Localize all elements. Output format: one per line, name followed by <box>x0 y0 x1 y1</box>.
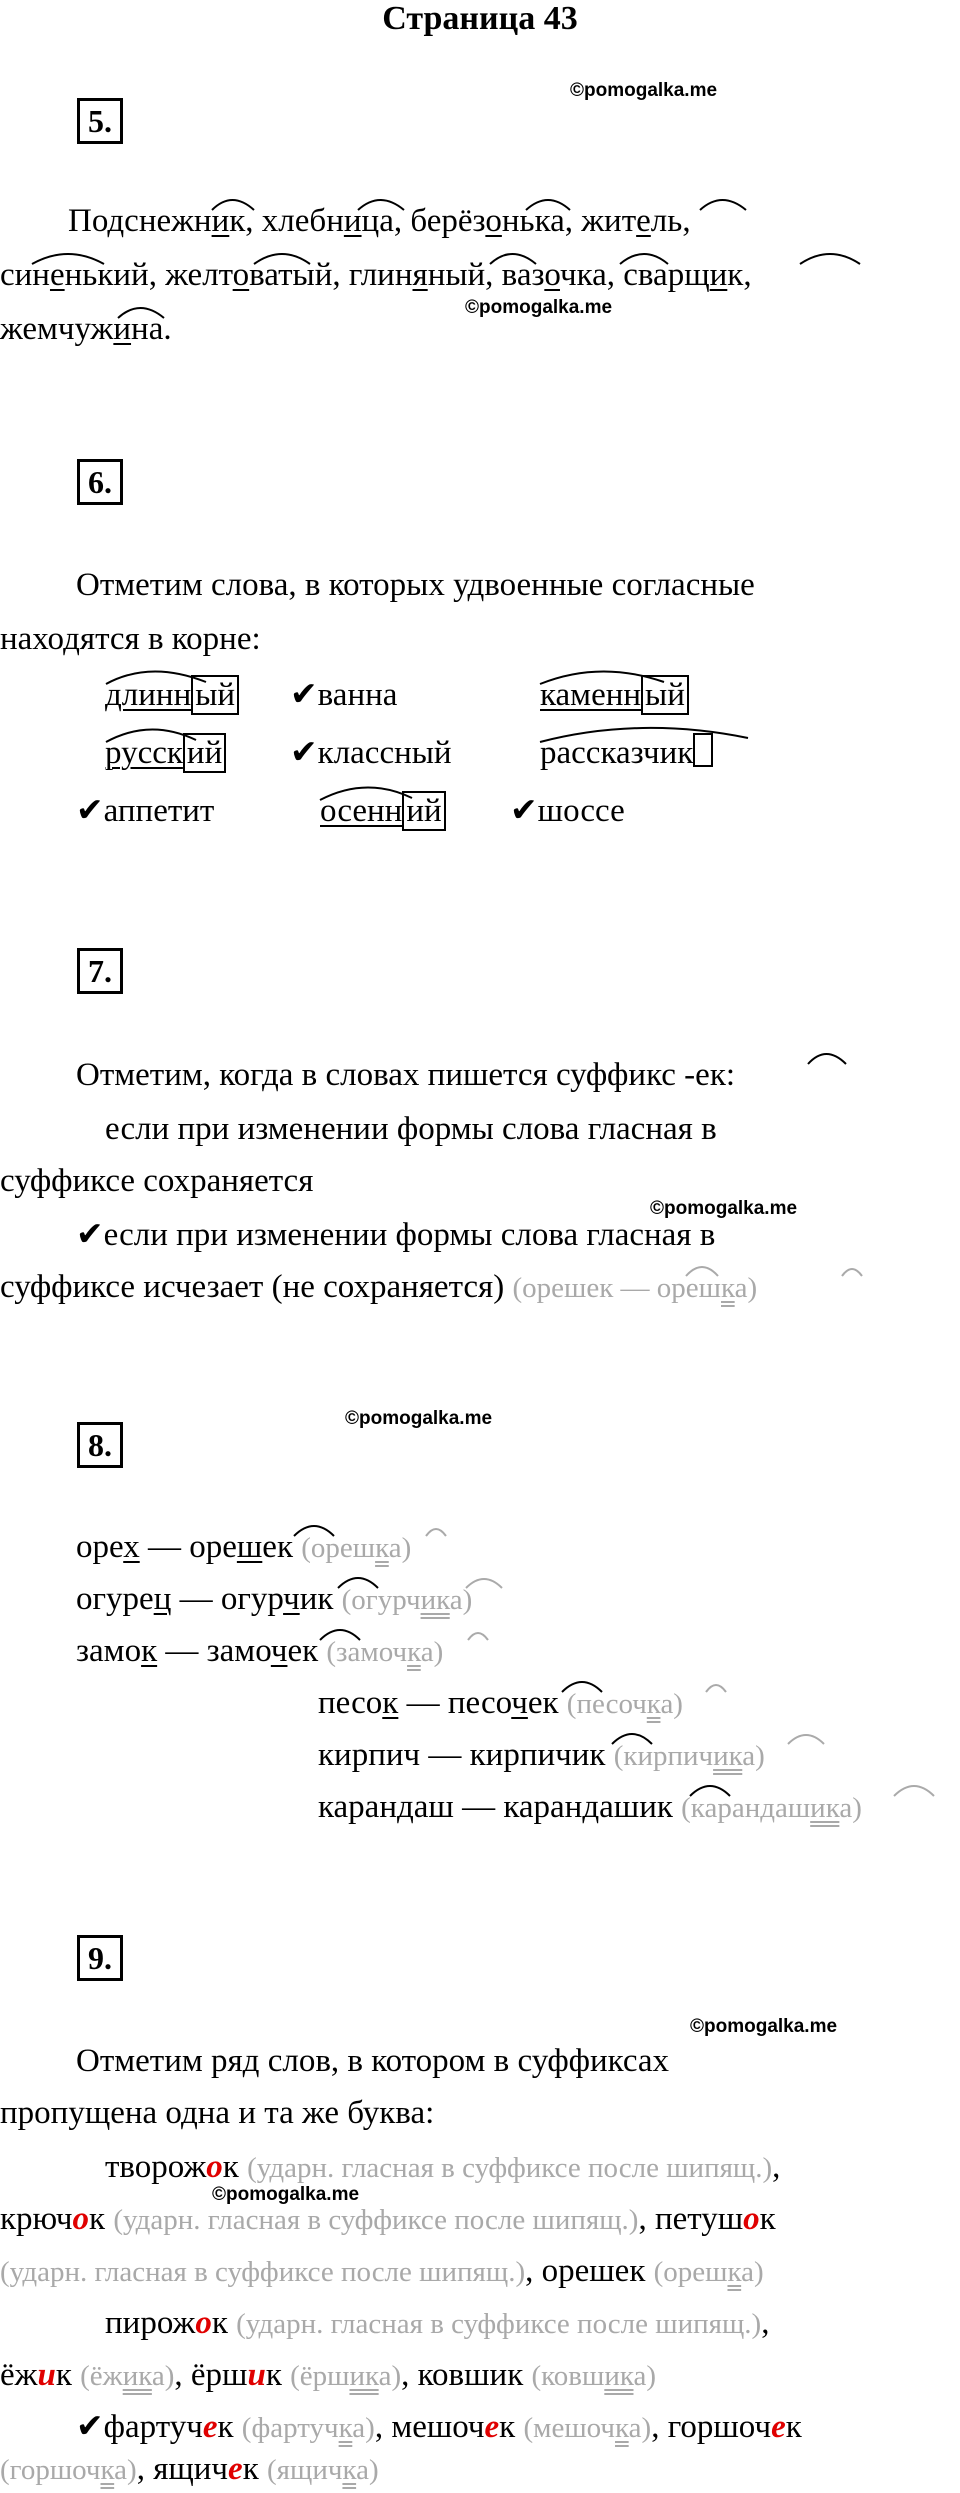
ex9-line-6: ✔фартучек (фартучка), мешочек (мешочка), горшочек <box>76 2409 802 2445</box>
exercise-number-8: 8. <box>77 1422 123 1468</box>
ex6-word-rasskazchik: рассказчик <box>540 730 713 776</box>
watermark: ©pomogalka.me <box>465 297 613 318</box>
ex8-row-5: кирпич — кирпичик (кирпичика) <box>318 1737 765 1773</box>
ex9-para-1: Отметим ряд слов, в котором в суффиксах <box>76 2043 670 2079</box>
check-icon: ✔ <box>76 2409 104 2445</box>
ex8-row-2: огурец — огурчик (огурчика) <box>76 1581 473 1617</box>
watermark: ©pomogalka.me <box>212 2184 360 2205</box>
ex6-word-russky: русск ий <box>105 730 226 776</box>
exercise-number-6: 6. <box>77 459 123 505</box>
ex7-option-1b: суффиксе сохраняется <box>0 1163 314 1199</box>
exercise-number-7: 7. <box>77 948 123 994</box>
ex9-line-7: (горшочка), ящичек (ящичка) <box>0 2451 379 2487</box>
watermark: ©pomogalka.me <box>570 80 718 101</box>
watermark: ©pomogalka.me <box>345 1408 493 1429</box>
ex9-line-3: (ударн. гласная в суффиксе после шипящ.), орешек (орешка) <box>0 2253 764 2289</box>
ex6-para-1: Отметим слова, в которых удвоенные согласные <box>76 567 755 603</box>
check-icon: ✔ <box>290 677 318 713</box>
ex7-option-1a: если при изменении формы слова гласная в <box>105 1111 717 1147</box>
ex6-para-2: находятся в корне: <box>0 621 261 657</box>
ex6-word-osenny: осенн ий <box>320 788 446 834</box>
ex9-line-5: ёжик (ёжика), ёршик (ёршика), ковшик (ковшика) <box>0 2357 657 2393</box>
ex8-row-4: песок — песочек (песочка) <box>318 1685 683 1721</box>
exercise-number-5: 5. <box>77 98 123 144</box>
ex7-option-2b: суффиксе исчезает (не сохраняется) (орешек — орешка) <box>0 1269 758 1305</box>
ex6-word-klassny: ✔классный <box>290 735 452 771</box>
ex6-word-shosse: ✔шоссе <box>510 793 625 829</box>
ex8-row-3: замок — замочек (замочка) <box>76 1633 444 1669</box>
check-icon: ✔ <box>76 793 104 829</box>
check-icon: ✔ <box>290 735 318 771</box>
ex7-option-2a: ✔если при изменении формы слова гласная в <box>76 1217 716 1253</box>
ex8-row-1: орех — орешек (орешка) <box>76 1529 412 1565</box>
ex5-line-3: жемчужина. <box>0 311 172 347</box>
watermark: ©pomogalka.me <box>650 1198 798 1219</box>
ex6-word-kamenny: каменн ый <box>540 672 689 718</box>
check-icon: ✔ <box>76 1217 104 1253</box>
ex8-row-6: карандаш — карандашик (карандашика) <box>318 1789 862 1825</box>
ex9-line-2: крючок (ударн. гласная в суффиксе после шипящ.), петушок <box>0 2201 776 2237</box>
ex6-word-appetit: ✔аппетит <box>76 793 215 829</box>
ex5-line-1: Подснежник, хлебница, берёзонька, житель, <box>68 203 691 239</box>
page-title: Страница 43 <box>382 0 578 37</box>
ex9-para-2: пропущена одна и та же буква: <box>0 2095 435 2131</box>
ex6-word-vanna: ✔ванна <box>290 677 398 713</box>
exercise-number-9: 9. <box>77 1935 123 1981</box>
watermark: ©pomogalka.me <box>690 2016 838 2037</box>
ex6-word-dlinny: длинн ый <box>105 672 239 718</box>
ex9-line-1: творожок (ударн. гласная в суффиксе после шипящ.), <box>105 2149 781 2185</box>
ex5-line-2: синенький, желтоватый, глиняный, вазочка, сварщик, <box>0 257 752 293</box>
ex7-para-1: Отметим, когда в словах пишется суффикс -ек: <box>76 1057 736 1093</box>
check-icon: ✔ <box>510 793 538 829</box>
ex9-line-4: пирожок (ударн. гласная в суффиксе после шипящ.), <box>105 2305 770 2341</box>
